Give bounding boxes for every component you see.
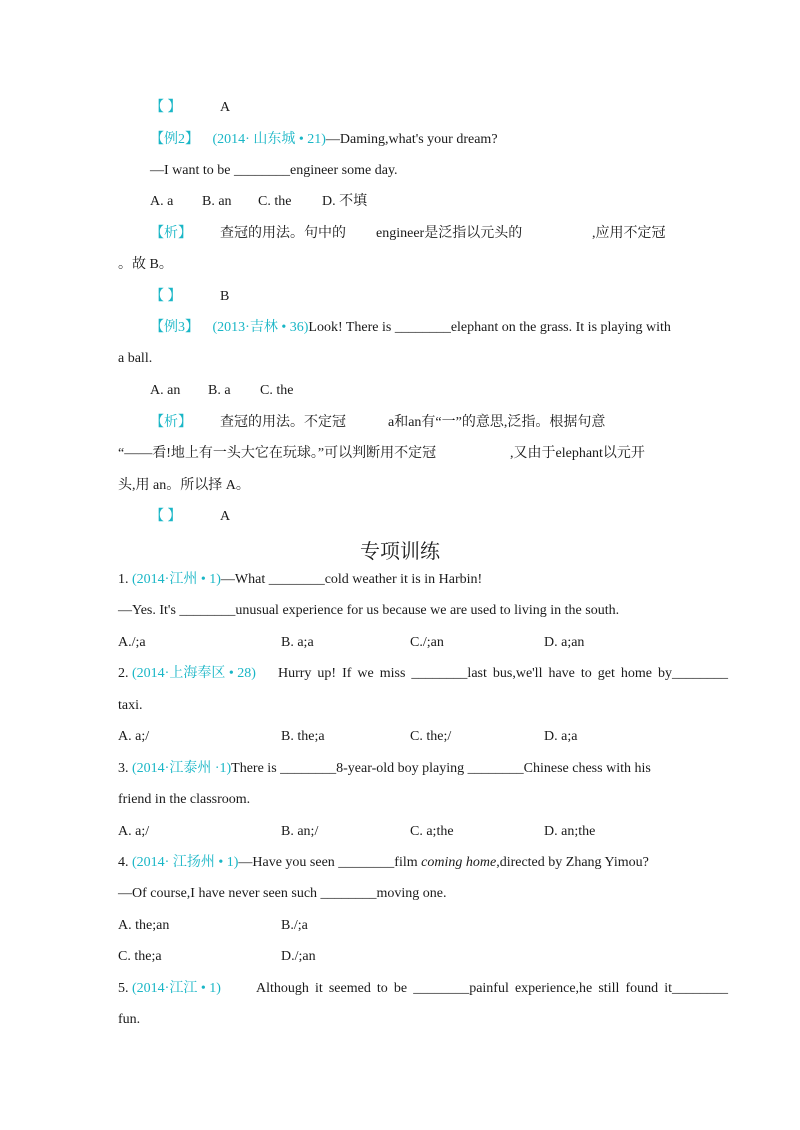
example2-header [150, 130, 498, 150]
question-text-end: ,directed by Zhang Yimou? [496, 855, 649, 870]
option-b: B. an;/ [281, 824, 319, 839]
question-source: (2014· 江扬州 • 1) [132, 855, 239, 870]
example3-analysis [150, 413, 606, 433]
question-number: 4. [118, 855, 129, 870]
option-d: D. a;an [544, 635, 585, 650]
example-tag: 【例2】 [150, 132, 199, 147]
option-b: B. a;a [281, 635, 314, 650]
answer-line-ex1 [150, 98, 231, 118]
analysis-text-1: 查冠的用法。不定冠 [220, 415, 346, 430]
option-c: C. the;/ [410, 729, 452, 744]
option-a: A. an [150, 383, 181, 398]
answer-value: A [220, 100, 231, 115]
question-text: —Daming,what's your dream? [325, 132, 498, 147]
question-number: 1. [118, 572, 129, 587]
example3-analysis-line2 [118, 444, 645, 464]
question-2-line2: taxi. [118, 698, 143, 713]
analysis-tag: 【析】 [150, 415, 192, 430]
example2-analysis [150, 224, 666, 244]
option-b: B. the;a [281, 729, 325, 744]
answer-tag: 【 】 [150, 509, 182, 524]
question-number: 5. [118, 981, 129, 996]
option-b: B. a [208, 383, 231, 398]
option-c: C. the [258, 194, 292, 209]
option-b: B. an [202, 194, 232, 209]
question-4-line2: —Of course,I have never seen such ________moving one. [118, 886, 447, 901]
option-a: A. a [150, 194, 174, 209]
question-source: (2014·上海奉区 • 28) [132, 666, 256, 681]
option-b: B./;a [281, 918, 308, 933]
option-c: C./;an [410, 635, 444, 650]
analysis-text-2: a和an有“一”的意思,泛指。根据句意 [388, 415, 606, 430]
example2-options [150, 192, 390, 212]
question-5 [118, 979, 728, 999]
example2-analysis-cont: 。故 B。 [118, 257, 173, 272]
question-text: —Have you seen ________film [238, 855, 422, 870]
question-text: There is ________8-year-old boy playing ________Chinese chess with his [231, 761, 651, 776]
option-d: D./;an [281, 949, 316, 964]
example3-header [150, 318, 671, 338]
analysis-tag: 【析】 [150, 226, 192, 241]
question-number: 3. [118, 761, 129, 776]
question-4-options-row1 [118, 916, 418, 936]
question-5-line2: fun. [118, 1012, 141, 1027]
example3-line2: a ball. [118, 351, 153, 366]
option-c: C. a;the [410, 824, 454, 839]
option-d: D. a;a [544, 729, 578, 744]
question-source: (2013·吉林 • 36) [212, 320, 309, 335]
answer-value: A [220, 509, 231, 524]
question-3-line2: friend in the classroom. [118, 792, 251, 807]
option-d: D. an;the [544, 824, 596, 839]
analysis-text-3: ,应用不定冠 [592, 226, 666, 241]
answer-line-ex3 [150, 507, 231, 527]
option-a: A. a;/ [118, 729, 150, 744]
section-title: 专项训练 [360, 539, 440, 563]
question-source: (2014·江州 • 1) [132, 572, 221, 587]
answer-line-ex2 [150, 287, 230, 307]
analysis-text-3: “——看!地上有一头大它在玩球。”可以判断用不定冠 [118, 446, 437, 461]
question-number: 2. [118, 666, 129, 681]
analysis-text-4: ,又由于elephant以元开 [510, 446, 645, 461]
example2-line2: —I want to be ________engineer some day. [150, 163, 398, 178]
question-text: Look! There is ________elephant on the grass. It is playing with [308, 320, 671, 335]
example3-analysis-line3: 头,用 an。所以择 A。 [118, 478, 250, 493]
example3-options [150, 381, 310, 401]
example-tag: 【例3】 [150, 320, 199, 335]
question-4-options-row2 [118, 947, 418, 967]
option-c: C. the [260, 383, 294, 398]
option-a: A. the;an [118, 918, 170, 933]
analysis-text-1: 查冠的用法。句中的 [220, 226, 346, 241]
answer-value: B [220, 289, 230, 304]
analysis-text-2: engineer是泛指以元头的 [376, 226, 523, 241]
answer-tag: 【 】 [150, 289, 182, 304]
question-source: (2014·江泰州 ·1) [132, 761, 232, 776]
answer-tag: 【 】 [150, 100, 182, 115]
option-a: A. a;/ [118, 824, 150, 839]
question-2-options [118, 727, 618, 747]
question-source: (2014·江江 • 1) [132, 981, 221, 996]
question-1-line2: —Yes. It's ________unusual experience for us because we are used to living in the south. [118, 603, 620, 618]
option-c: C. the;a [118, 949, 162, 964]
option-a: A./;a [118, 635, 146, 650]
question-2 [118, 664, 728, 684]
question-text: —What ________cold weather it is in Harbin! [220, 572, 483, 587]
film-title: coming home [421, 855, 497, 870]
question-text: Hurry up! If we miss ________last bus,we'll have to get home by________ [278, 666, 728, 681]
question-3-options [118, 822, 618, 842]
question-1 [118, 570, 482, 590]
option-d: D. 不填 [322, 194, 368, 209]
question-4 [118, 853, 649, 873]
question-1-options [118, 633, 618, 653]
question-3 [118, 759, 651, 779]
question-source: (2014· 山东城 • 21) [212, 132, 326, 147]
question-text: Although it seemed to be ________painful experience,he still found it________ [256, 981, 728, 996]
